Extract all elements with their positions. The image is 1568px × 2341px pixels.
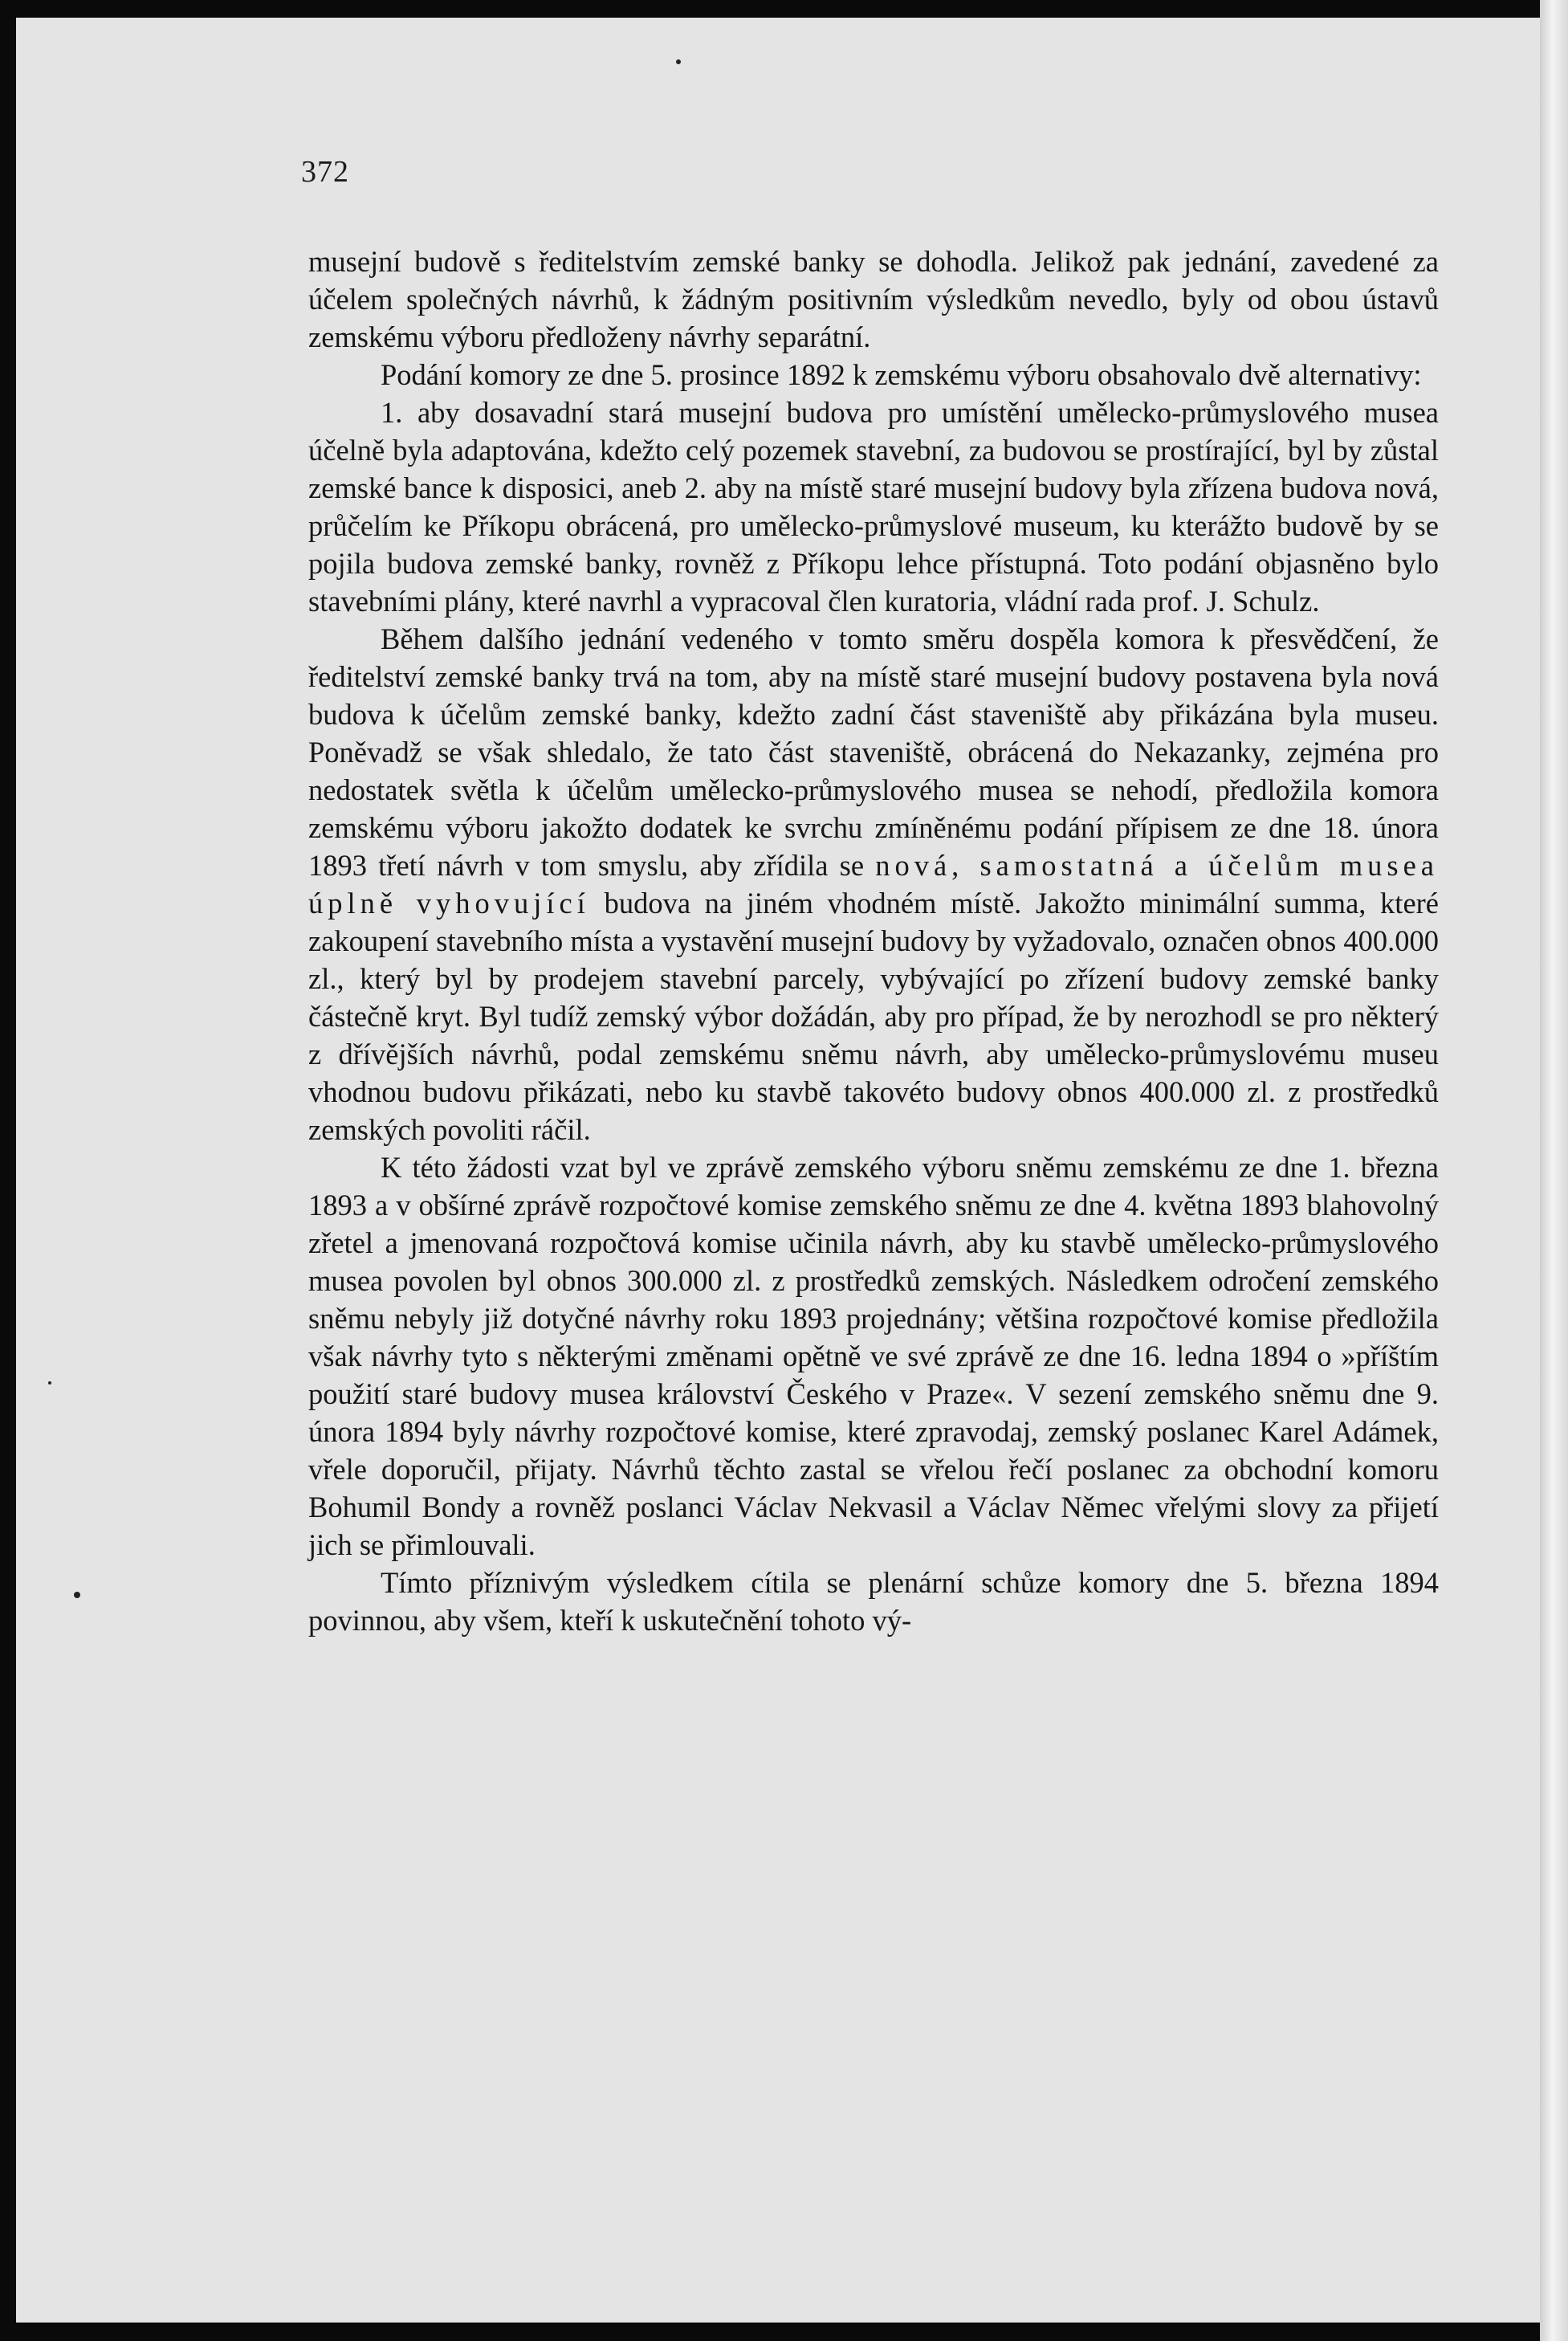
speck-mark [676,59,681,64]
body-text [308,243,1439,1639]
paragraph-4 [308,620,1439,1148]
binding-edge [1540,0,1568,2341]
paragraph-1: musejní budově s ředitelstvím zemské banky se dohodla. Jelikož pak jednání, zavedené za účelem společných návrhů, k žádným positivním výsledkům nevedlo, byly od obou ústavů zemskému výboru předloženy návrhy separátní. [308,245,1439,353]
speck-mark [48,1381,51,1385]
spaced-emphasis: nová, samostatná a účelům musea úplně vyhovující [308,849,1439,920]
page-number: 372 [301,155,349,189]
paragraph-5: K této žádosti vzat byl ve zprávě zemského výboru sněmu zemskému ze dne 1. března 1893 a v obšírné zprávě rozpočtové komise zemského sněmu ze dne 4. května 1893 blahovolný zřetel a jmenovaná rozpočtová komise učinila návrh, aby ku stavbě umělecko-průmyslového musea povolen byl obnos 300.000 zl. z prostředků zemských. Následkem odročení zemského sněmu nebyly již dotyčné návrhy roku 1893 projednány; většina rozpočtové komise předložila však návrhy tyto s některými změnami opětně ve své zprávě ze dne 16. ledna 1894 o »příštím použití staré budovy musea království Českého v Praze«. V sezení zemského sněmu dne 9. února 1894 byly návrhy rozpočtové komise, které zpravodaj, zemský poslanec Karel Adámek, vřele doporučil, přijaty. Návrhů těchto zastal se vřelou řečí poslanec za obchodní komoru Bohumil Bondy a rovněž poslanci Václav Nekvasil a Václav Němec vřelými slovy za přijetí jich se přimlouvali. [308,1151,1439,1561]
speck-mark [74,1592,80,1598]
paragraph-2: Podání komory ze dne 5. prosince 1892 k zemskému výboru obsahovalo dvě alternativy: [381,358,1422,391]
paragraph-6: Tímto příznivým výsledkem cítila se plenární schůze komory dne 5. března 1894 povinnou, aby všem, kteří k uskutečnění tohoto vý- [308,1566,1439,1637]
paragraph-4-part-b: budova na jiném vhodném místě. Jakožto minimální summa, které zakoupení stavebního místa a vystavění musejní budovy by vyžadovalo, označen obnos 400.000 zl., který byl by prodejem stavební parcely, vybývající po zřízení budovy zemské banky částečně kryt. Byl tudíž zemský výbor dožádán, aby pro případ, že by nerozhodl se pro některý z dřívějších návrhů, podal zemskému sněmu návrh, aby umělecko-průmyslovému museu vhodnou budovu přikázati, nebo ku stavbě takovéto budovy obnos 400.000 zl. z prostředků zemských povoliti ráčil. [308,887,1440,1146]
paragraph-4-part-a: Během dalšího jednání vedeného v tomto směru dospěla komora k přesvědčení, že ředitelství zemské banky trvá na tom, aby na místě staré musejní budovy postavena byla nová budova k účelům zemské banky, kdežto zadní část staveniště aby přikázána byla museu. Poněvadž se však shledalo, že tato část staveniště, obrácená do Nekazanky, zejména pro nedostatek světla k účelům umělecko-průmyslového musea se nehodí, předložila komora zemskému výboru jakožto dodatek ke svrchu zmíněnému podání přípisem ze dne 18. února 1893 třetí návrh v tom smyslu, aby zřídila se [308,622,1439,882]
document-page [16,18,1540,2323]
paragraph-alternatives: 1. aby dosavadní stará musejní budova pro umístění umělecko-průmyslového musea účelně byla adaptována, kdežto celý pozemek stavební, za budovou se prostírající, byl by zůstal zemské bance k disposici, aneb 2. aby na místě staré musejní budovy byla zřízena budova nová, průčelím ke Příkopu obrácená, pro umělecko-průmyslové museum, ku kterážto budově by se pojila budova zemské banky, rovněž z Příkopu lehce přístupná. Toto podání objasněno bylo stavebními plány, které navrhl a vypracoval člen kuratoria, vládní rada prof. J. Schulz. [308,396,1439,618]
